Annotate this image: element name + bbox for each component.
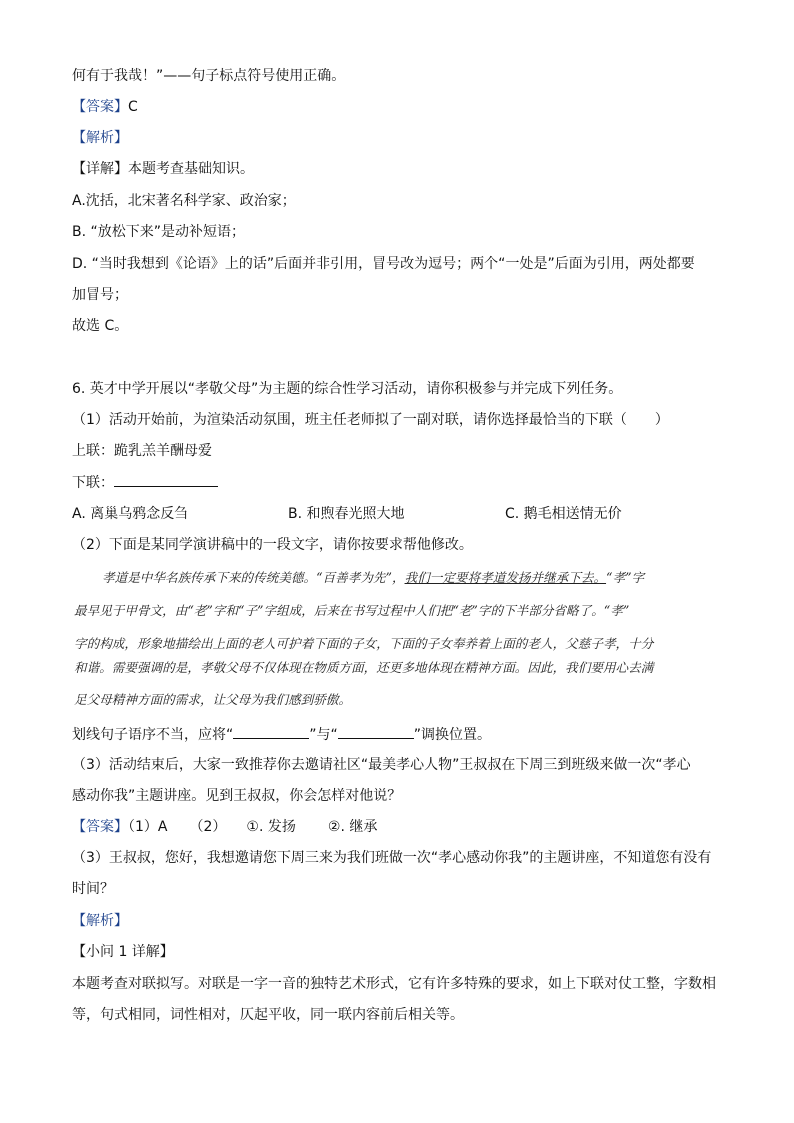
passage-line: 和谐。需要强调的是，孝敬父母不仅体现在物质方面，还更多地体现在精神方面。因此，我们要用心去满 [74, 660, 654, 675]
answer-tag: 【答案】 [72, 819, 128, 835]
text-line: 何有于我哉！”——句子标点符号使用正确。 [72, 68, 346, 84]
analysis-tag: 【解析】 [72, 913, 128, 929]
answer-tag: 【答案】 [72, 99, 128, 115]
option-b: B. 和煦春光照大地 [288, 506, 405, 522]
answer-word: . 继承 [340, 819, 378, 835]
lower-couplet-label: 下联： [72, 475, 114, 491]
answer-line [72, 818, 377, 836]
option-c: C. 鹅毛相送情无价 [505, 506, 622, 522]
answer-3: （3）王叔叔，您好，我想邀请您下周三来为我们班做一次“孝心感动你我”的主题讲座，不知道您有没有 [72, 850, 712, 866]
blank [233, 725, 309, 739]
analysis-tag: 【解析】 [72, 130, 128, 146]
swap-text: ”与“ [309, 727, 338, 743]
question-6-3: 感动你我”主题讲座。见到王叔叔，你会怎样对他说？ [72, 788, 402, 804]
passage-line [102, 570, 644, 586]
answer-part: （1）A [128, 819, 168, 835]
passage-line: 字的构成，形象地描绘出上面的老人可护着下面的子女，下面的子女奉养着上面的老人，父慈子孝，十分 [74, 636, 654, 651]
blank [338, 725, 414, 739]
circled-number: ① [246, 819, 259, 835]
detail-tag: 【详解】 [72, 161, 128, 177]
sub-question-heading: 【小问 1 详解】 [72, 944, 174, 960]
text-line: D. “当时我想到《论语》上的话”后面并非引用，冒号改为逗号；两个“一处是”后面为引用，两处都要 [72, 256, 695, 272]
answer-part: （2） [189, 819, 227, 835]
lower-couplet [72, 473, 218, 492]
swap-text: 划线句子语序不当，应将“ [72, 727, 234, 743]
upper-couplet: 上联：跪乳羔羊酬母爱 [72, 443, 212, 459]
swap-text: ”调换位置。 [413, 727, 492, 743]
text-line: A.沈括，北宋著名科学家、政治家； [72, 193, 296, 209]
question-6-1: （1）活动开始前，为渲染活动氛围，班主任老师拟了一副对联，请你选择最恰当的下联（ ） [72, 412, 669, 428]
passage-text: 孝道是中华名族传承下来的传统美德。“百善孝为先”， [102, 570, 405, 585]
question-6: 6. 英才中学开展以“孝敬父母”为主题的综合性学习活动，请你积极参与并完成下列任务。 [72, 381, 623, 397]
detail-line [72, 160, 254, 178]
question-6-2: （2）下面是某同学演讲稿中的一段文字，请你按要求帮他修改。 [72, 537, 473, 553]
passage-line: 最早见于甲骨文，由“老”字和“子”字组成，后来在书写过程中人们把“老”字的下半部分省略了。“孝” [74, 603, 630, 618]
answer-3: 时间？ [72, 881, 114, 897]
passage-line: 足父母精神方面的需求，让父母为我们感到骄傲。 [74, 692, 352, 707]
text-line: 本题考查对联拟写。对联是一字一音的独特艺术形式，它有许多特殊的要求，如上下联对仗工整，字数相 [72, 976, 716, 992]
answer-value: C [128, 99, 138, 115]
swap-instruction [72, 725, 491, 744]
blank [114, 473, 218, 487]
answer-word: . 发扬 [258, 819, 296, 835]
option-a: A. 离巢乌鸦念反刍 [72, 506, 189, 522]
circled-number: ② [327, 819, 341, 835]
text-line: B. “放松下来”是动补短语； [72, 224, 246, 240]
passage-text: “孝”字 [606, 570, 645, 585]
text-line: 等，句式相同，词性相对，仄起平收，同一联内容前后相关等。 [72, 1007, 464, 1023]
text-line: 故选 C。 [72, 318, 129, 334]
answer-line [72, 98, 138, 116]
question-6-3: （3）活动结束后，大家一致推荐你去邀请社区“最美孝心人物”王叔叔在下周三到班级来做一次“孝心 [72, 757, 691, 773]
text-line: 加冒号； [72, 287, 128, 303]
underlined-sentence: 我们一定要将孝道发扬并继承下去。 [404, 570, 607, 585]
detail-text: 本题考查基础知识。 [128, 161, 254, 177]
